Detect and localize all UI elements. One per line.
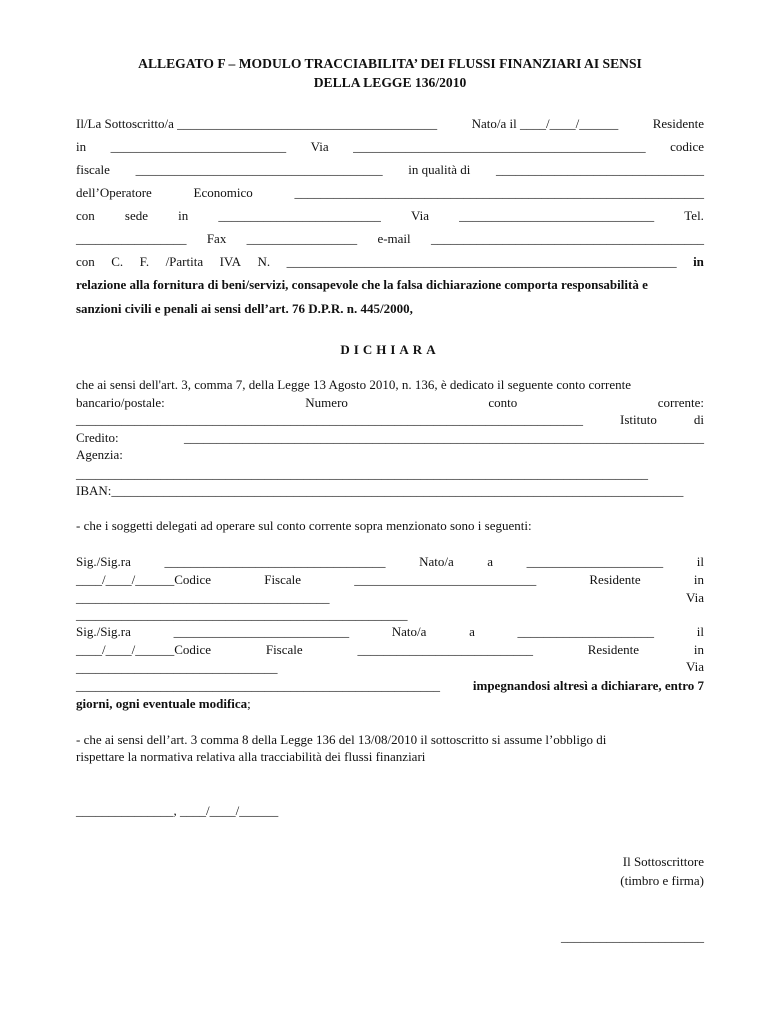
in-sede-label: in <box>178 208 189 223</box>
tel-blank: _________________ <box>76 231 187 246</box>
delegati-intro-text: - che i soggetti delegati ad operare sul conto corrente sopra menzionato sono i seguenti: <box>76 518 532 533</box>
via-sede-label: Via <box>411 208 430 223</box>
n-label: N. <box>257 254 271 269</box>
sig-blank: __________________________________ <box>164 554 386 569</box>
nato-il-field: Nato/a il ____/____/______ <box>471 116 619 131</box>
operatore-label: dell’Operatore <box>76 185 152 200</box>
con-label: con <box>76 208 95 223</box>
conto-line-7 <box>76 483 704 499</box>
title-line-1 <box>76 56 704 72</box>
bancario-label: bancario/postale: <box>76 395 165 410</box>
partita-label: /Partita <box>165 254 204 269</box>
agenzia-label: Agenzia: <box>76 447 123 462</box>
via-blank: _____________________________________________ <box>353 139 646 154</box>
art3-line-1 <box>76 732 704 748</box>
header-line-2 <box>76 139 704 155</box>
conto-line-3 <box>76 412 704 428</box>
fiscale-label: Fiscale <box>265 642 303 657</box>
agenzia-blank: ________________________________________________________________________________________ <box>76 466 648 481</box>
title-text-1: ALLEGATO F – MODULO TRACCIABILITA’ DEI FLUSSI FINANZIARI AI SENSI <box>138 56 642 71</box>
title-text-2: DELLA LEGGE 136/2010 <box>313 75 467 90</box>
conto-line-1 <box>76 377 704 393</box>
delegato1-row-4 <box>76 607 704 623</box>
codice-fiscale-blank: ______________________________________ <box>135 162 383 177</box>
relazione-text-1: relazione alla fornitura di beni/servizi, consapevole che la falsa dichiarazione comporta responsabilità e <box>76 277 648 292</box>
via-label: Via <box>686 659 704 674</box>
qualita-label: in qualità di <box>408 162 471 177</box>
istituto-blank: ________________________________________________________________________________ <box>184 430 704 445</box>
dichiara-text: DICHIARA <box>340 342 440 357</box>
data-codice-field: ____/____/______Codice <box>76 572 212 587</box>
relazione-line-1 <box>76 277 704 293</box>
iban-field: IBAN:________________________________________________________________________________________ <box>76 483 684 498</box>
delegato1-row-1 <box>76 554 704 570</box>
via-label: Via <box>686 590 704 605</box>
luogo-data-field: _______________, ____/____/______ <box>76 803 279 818</box>
art3-line-2 <box>76 749 704 765</box>
via-label: Via <box>310 139 329 154</box>
sig-blank: ___________________________ <box>173 624 350 639</box>
c-label: C. <box>111 254 124 269</box>
residente-label: Residente <box>652 116 704 131</box>
art3-text-1: - che ai sensi dell’art. 3 comma 8 della Legge 136 del 13/08/2010 il sottoscritto si assume l’obbligo di <box>76 732 607 747</box>
f-label: F. <box>139 254 150 269</box>
delegato1-row-3 <box>76 590 704 606</box>
a-label: a <box>469 624 475 639</box>
operatore-blank: _______________________________________________________________ <box>294 185 704 200</box>
conto-text-1: che ai sensi dell'art. 3, comma 7, della Legge 13 Agosto 2010, n. 136, è dedicato il seguente conto corrente <box>76 377 632 392</box>
art3-text-2: rispettare la normativa relativa alla tracciabilità dei flussi finanziari <box>76 749 426 764</box>
numero-conto-blank: ______________________________________________________________________________ <box>76 412 583 427</box>
conto-label: conto <box>488 395 518 410</box>
sottoscritto-field: Il/La Sottoscritto/a ________________________________________ <box>76 116 438 131</box>
via-sede-blank: ______________________________ <box>459 208 655 223</box>
residenza-blank: _______________________________ <box>76 660 278 675</box>
header-line-1 <box>76 116 704 132</box>
header-line-6 <box>76 231 704 247</box>
delegato2-row-2 <box>76 642 704 658</box>
partita-iva-blank: ____________________________________________________________ <box>286 254 677 269</box>
il-label: il <box>696 624 704 639</box>
il-label: il <box>696 554 704 569</box>
sig-label: Sig./Sig.ra <box>76 624 131 639</box>
numero-label: Numero <box>305 395 348 410</box>
signature-label-line <box>76 854 704 870</box>
conto-line-2 <box>76 395 704 411</box>
residenza-blank: _______________________________________ <box>76 590 330 605</box>
relazione-line-2 <box>76 301 704 317</box>
delegati-intro <box>76 518 704 534</box>
qualita-blank: ________________________________ <box>496 162 704 177</box>
header-line-5 <box>76 208 704 224</box>
luogo-blank: _____________________ <box>517 624 655 639</box>
codice-fiscale-blank: ___________________________ <box>357 642 533 657</box>
date-line <box>76 803 704 819</box>
nato-label: Nato/a <box>391 624 427 639</box>
dichiara-heading <box>76 342 704 358</box>
sig-label: Sig./Sig.ra <box>76 554 131 569</box>
tel-label: Tel. <box>684 208 704 223</box>
economico-label: Economico <box>193 185 253 200</box>
title-line-2 <box>76 75 704 91</box>
timbro-firma-label: (timbro e firma) <box>620 873 704 888</box>
codice-label: codice <box>670 139 704 154</box>
in-label: in <box>693 572 704 587</box>
di-label: di <box>693 412 704 427</box>
codice-fiscale-blank: ____________________________ <box>354 572 537 587</box>
nato-label: Nato/a <box>419 554 454 569</box>
sottoscrittore-label: Il Sottoscrittore <box>622 854 704 869</box>
istituto-label: Istituto <box>620 412 657 427</box>
residenza-blank: ___________________________ <box>110 139 287 154</box>
corrente-label: corrente: <box>657 395 704 410</box>
residente-label: Residente <box>589 572 641 587</box>
fax-blank: _________________ <box>246 231 358 246</box>
conto-line-5 <box>76 447 704 463</box>
conto-line-6 <box>76 466 704 482</box>
signature-blank-line <box>76 929 704 945</box>
data-codice-field: ____/____/______Codice <box>76 642 212 657</box>
delegato2-row-1 <box>76 624 704 640</box>
email-blank: __________________________________________ <box>430 231 704 246</box>
header-line-4 <box>76 185 704 201</box>
iva-label: IVA <box>219 254 242 269</box>
via-blank: ________________________________________________________ <box>76 678 440 693</box>
signature-sub-line <box>76 873 704 889</box>
fiscale-label: fiscale <box>76 162 110 177</box>
residente-label: Residente <box>587 642 640 657</box>
con-cf-label: con <box>76 254 95 269</box>
a-label: a <box>487 554 494 569</box>
semicolon: ; <box>247 696 251 711</box>
delegato2-row-4 <box>76 659 704 675</box>
header-line-7 <box>76 254 704 270</box>
conto-line-4 <box>76 430 704 446</box>
delegato1-row-2 <box>76 572 704 588</box>
in-label: in <box>76 139 87 154</box>
in-bold-label: in <box>693 254 704 269</box>
signature-blank: ______________________ <box>561 929 704 944</box>
header-line-3 <box>76 162 704 178</box>
fax-label: Fax <box>206 231 227 246</box>
delegato2-row-6 <box>76 696 704 712</box>
relazione-text-2: sanzioni civili e penali ai sensi dell’art. 76 D.P.R. n. 445/2000, <box>76 301 413 316</box>
credito-label: Credito: <box>76 430 119 445</box>
sede-blank: _________________________ <box>218 208 381 223</box>
sede-label: sede <box>124 208 149 223</box>
luogo-blank: _____________________ <box>526 554 664 569</box>
delegato2-row-5 <box>76 678 704 694</box>
giorni-text: giorni, ogni eventuale modifica <box>76 696 248 711</box>
impegnandosi-text: impegnandosi altresì a dichiarare, entro 7 <box>472 678 704 693</box>
via-blank: ___________________________________________________ <box>76 607 408 622</box>
in-label: in <box>693 642 704 657</box>
email-label: e-mail <box>377 231 411 246</box>
fiscale-label: Fiscale <box>264 572 302 587</box>
